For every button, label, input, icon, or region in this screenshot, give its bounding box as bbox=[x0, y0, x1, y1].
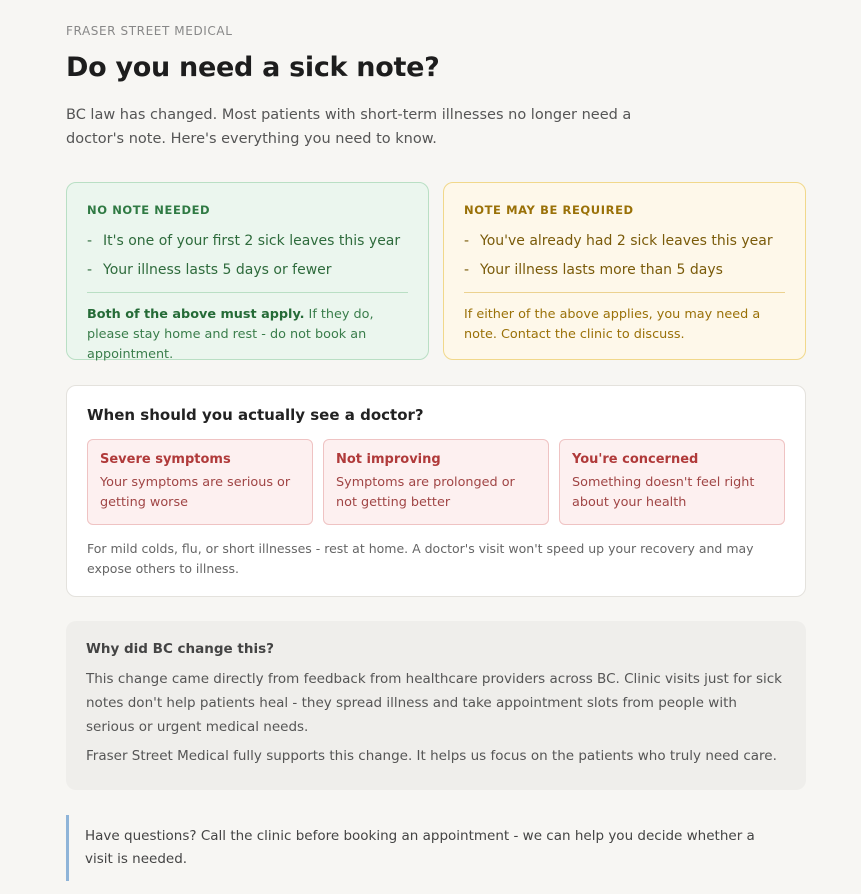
reason-not-improving bbox=[323, 439, 549, 525]
see-doctor-reasons bbox=[87, 439, 785, 525]
reason-concerned bbox=[559, 439, 785, 525]
dash-marker: - bbox=[87, 233, 93, 249]
dash-marker: - bbox=[464, 233, 470, 249]
reason-desc: Something doesn't feel right about your health bbox=[572, 475, 755, 510]
questions-callout bbox=[66, 815, 806, 881]
list-item bbox=[87, 256, 408, 285]
list-item bbox=[464, 227, 785, 256]
dash-marker: - bbox=[464, 262, 470, 278]
note-required-card bbox=[443, 182, 806, 360]
no-note-instruction-rest: If they do, please stay home and rest - do not book an appointment. bbox=[87, 307, 374, 362]
page-title: Do you need a sick note? bbox=[66, 52, 440, 83]
why-title: Why did BC change this? bbox=[86, 641, 274, 657]
reason-desc: Your symptoms are serious or getting worse bbox=[100, 475, 291, 510]
no-note-card-title: NO NOTE NEEDED bbox=[87, 203, 211, 217]
list-item-text: Your illness lasts more than 5 days bbox=[480, 262, 723, 278]
reason-title: Severe symptoms bbox=[100, 452, 231, 467]
no-note-list bbox=[87, 227, 408, 285]
note-required-instruction: If either of the above applies, you may need a note. Contact the clinic to discuss. bbox=[464, 307, 761, 342]
list-item-text: Your illness lasts 5 days or fewer bbox=[103, 262, 332, 278]
see-doctor-title: When should you actually see a doctor? bbox=[87, 406, 424, 424]
callout-text: Have questions? Call the clinic before booking an appointment - we can help you decide whether a visit is needed. bbox=[85, 828, 755, 867]
see-doctor-footer: For mild colds, flu, or short illnesses - rest at home. A doctor's visit won't speed up your recovery and may expose others to illness. bbox=[87, 541, 754, 576]
clinic-name: FRASER STREET MEDICAL bbox=[66, 24, 233, 38]
reason-title: You're concerned bbox=[572, 452, 699, 467]
intro-text: BC law has changed. Most patients with short-term illnesses no longer need a doctor's note. Here's everything you need to know. bbox=[66, 107, 632, 147]
list-item-text: You've already had 2 sick leaves this year bbox=[480, 233, 773, 249]
dash-marker: - bbox=[87, 262, 93, 278]
divider bbox=[87, 292, 408, 293]
list-item bbox=[87, 227, 408, 256]
no-note-instruction bbox=[87, 305, 408, 365]
reason-severe-symptoms bbox=[87, 439, 313, 525]
why-section bbox=[66, 621, 806, 790]
reason-title: Not improving bbox=[336, 452, 441, 467]
see-doctor-section bbox=[66, 385, 806, 597]
list-item-text: It's one of your first 2 sick leaves this year bbox=[103, 233, 401, 249]
no-note-instruction-bold: Both of the above must apply. bbox=[87, 307, 305, 322]
why-paragraph: Fraser Street Medical fully supports this change. It helps us focus on the patients who truly need care. bbox=[86, 748, 777, 764]
note-required-list bbox=[464, 227, 785, 285]
divider bbox=[464, 292, 785, 293]
reason-desc: Symptoms are prolonged or not getting better bbox=[336, 475, 515, 510]
why-paragraph: This change came directly from feedback from healthcare providers across BC. Clinic visits just for sick notes don't help patients heal - they spread illness and take appointment slots from people with serious or urgent medical needs. bbox=[86, 671, 782, 735]
list-item bbox=[464, 256, 785, 285]
note-required-card-title: NOTE MAY BE REQUIRED bbox=[464, 203, 634, 217]
no-note-needed-card bbox=[66, 182, 429, 360]
